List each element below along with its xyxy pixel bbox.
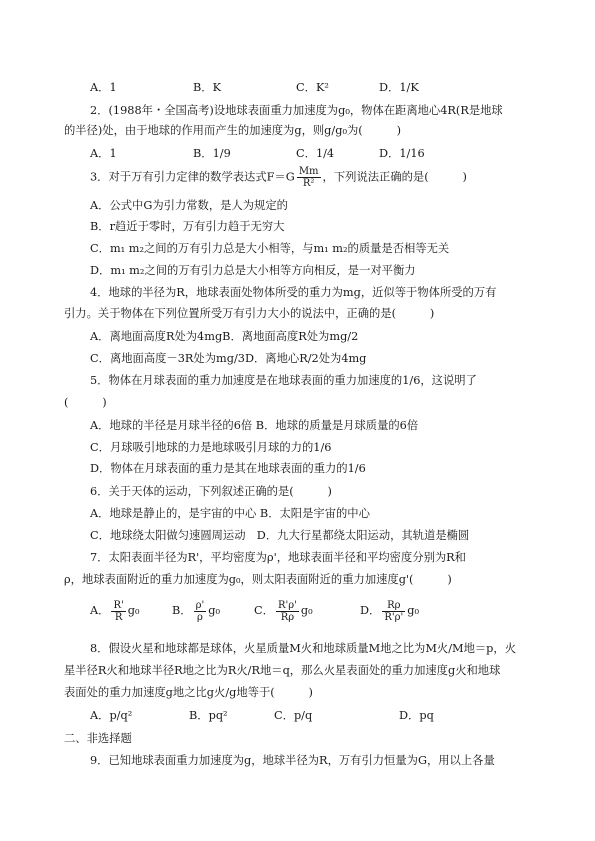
q3-option-b: B．r趋近于零时，万有引力趋于无穷大 [90,220,285,233]
q3-stem [90,166,467,189]
q8-stem-line1: 8．假设火星和地球都是球体，火星质量M火和地球质量M地之比为M火/M地＝p，火 [90,642,516,655]
q7-option-c: C． $\frac{R'\rho'}{R\rho}$ g₀ [254,599,313,623]
q4-stem-line2: 引力。关于物体在下列位置所受万有引力大小的说法中，正确的是( ) [64,307,435,320]
q7-d-numerator: Rρ [382,600,405,612]
q8-option-c: C．p/q [274,709,313,722]
q7-option-b: B． $\frac{\rho'}{\rho}$ g₀ [172,599,221,623]
q4-option-cd: C．离地面高度－3R处为mg/3D．离地心R/2处为4mg [90,352,367,365]
q3-option-d: D．m₁ m₂之间的万有引力总是大小相等方向相反，是一对平衡力 [90,264,416,277]
q8-stem-line3: 表面处的重力加速度g地之比g火/g地等于( ) [64,686,313,699]
q7-a-denominator: R [114,611,123,623]
q7-b-numerator: ρ' [195,599,205,611]
q2-option-c: C．1/4 [296,147,335,160]
q7-c-denominator: Rρ [280,611,295,623]
q3-formula-fraction [297,166,321,189]
q7-option-d: D． $\frac{R\rho}{R'\rho'}$ g₀ [360,599,420,623]
q8-stem-line2: 星半径R火和地球半径R地之比为R火/R地＝q，那么火星表面处的重力加速度g火和地球 [64,664,501,677]
q3-formula-denominator: R² [302,178,315,189]
q3-formula-numerator: Mm [298,166,319,177]
q8-option-b: B．pq² [189,709,228,722]
q3-stem-prefix: 3．对于万有引力定律的数学表达式F＝G [90,170,295,184]
q7-b-denominator: ρ [196,611,203,623]
q1-option-d: D．1/K [379,81,419,94]
q7-option-a: A． $\frac{R'}{R}$ g₀ [90,599,140,623]
section-heading-non-choice: 二、非选择题 [64,732,132,745]
q8-option-a: A．p/q² [90,709,133,722]
q4-stem-line1: 4．地球的半径为R，地球表面处物体所受的重力为mg，近似等于物体所受的万有 [90,286,497,299]
q2-stem-line1: 2．(1988年・全国高考)设地球表面重力加速度为g₀，物体在距离地心4R(R是地球 [90,104,503,117]
q3-option-c: C．m₁ m₂之间的万有引力总是大小相等，与m₁ m₂的质量是否相等无关 [90,242,450,255]
q6-stem: 6．关于天体的运动，下列叙述正确的是( ) [90,485,332,498]
q7-stem-line2: ρ，地球表面附近的重力加速度为g₀，则太阳表面附近的重力加速度g'( ) [64,573,452,586]
q2-option-a: A．1 [90,147,117,160]
q6-option-cd: C．地球绕太阳做匀速圆周运动 D．九大行星都绕太阳运动，其轨道是椭圆 [90,529,470,542]
q7-stem-line1: 7．太阳表面半径为R'，平均密度为ρ'，地球表面半径和平均密度分别为R和 [90,551,466,564]
q5-option-c: C．月球吸引地球的力是地球吸引月球的力的1/6 [90,441,332,454]
q6-option-ab: A．地球是静止的，是宇宙的中心 B．太阳是宇宙的中心 [90,507,370,520]
q9-stem-line1: 9．已知地球表面重力加速度为g，地球半径为R，万有引力恒量为G，用以上各量 [90,754,495,767]
q1-option-b: B．K [193,81,222,94]
q7-a-numerator: R' [113,599,124,611]
q5-option-ab: A．地球的半径是月球半径的6倍 B．地球的质量是月球质量的6倍 [90,419,419,432]
q7-c-numerator: R'ρ' [277,599,297,611]
q4-option-ab: A．离地面高度R处为4mgB．离地面高度R处为mg/2 [90,330,359,343]
q7-d-denominator: R'ρ' [384,611,404,623]
q5-option-d: D．物体在月球表面的重力是其在地球表面的重力的1/6 [90,462,366,475]
q3-option-a: A．公式中G为引力常数，是人为规定的 [90,199,288,212]
q2-stem-line2: 的半径)处，由于地球的作用而产生的加速度为g，则g/g₀为( ) [64,124,401,137]
q5-stem-line1: 5．物体在月球表面的重力加速度是在地球表面的重力加速度的1/6，这说明了 [90,374,477,387]
q8-option-d: D．pq [399,709,434,722]
q2-option-b: B．1/9 [193,147,231,160]
q1-option-c: C．K² [296,81,329,94]
q1-option-a: A．1 [90,81,117,94]
q3-stem-suffix: ，下列说法正确的是( ) [322,170,467,184]
q2-option-d: D．1/16 [379,147,425,160]
q5-stem-line2: ( ) [64,396,107,409]
